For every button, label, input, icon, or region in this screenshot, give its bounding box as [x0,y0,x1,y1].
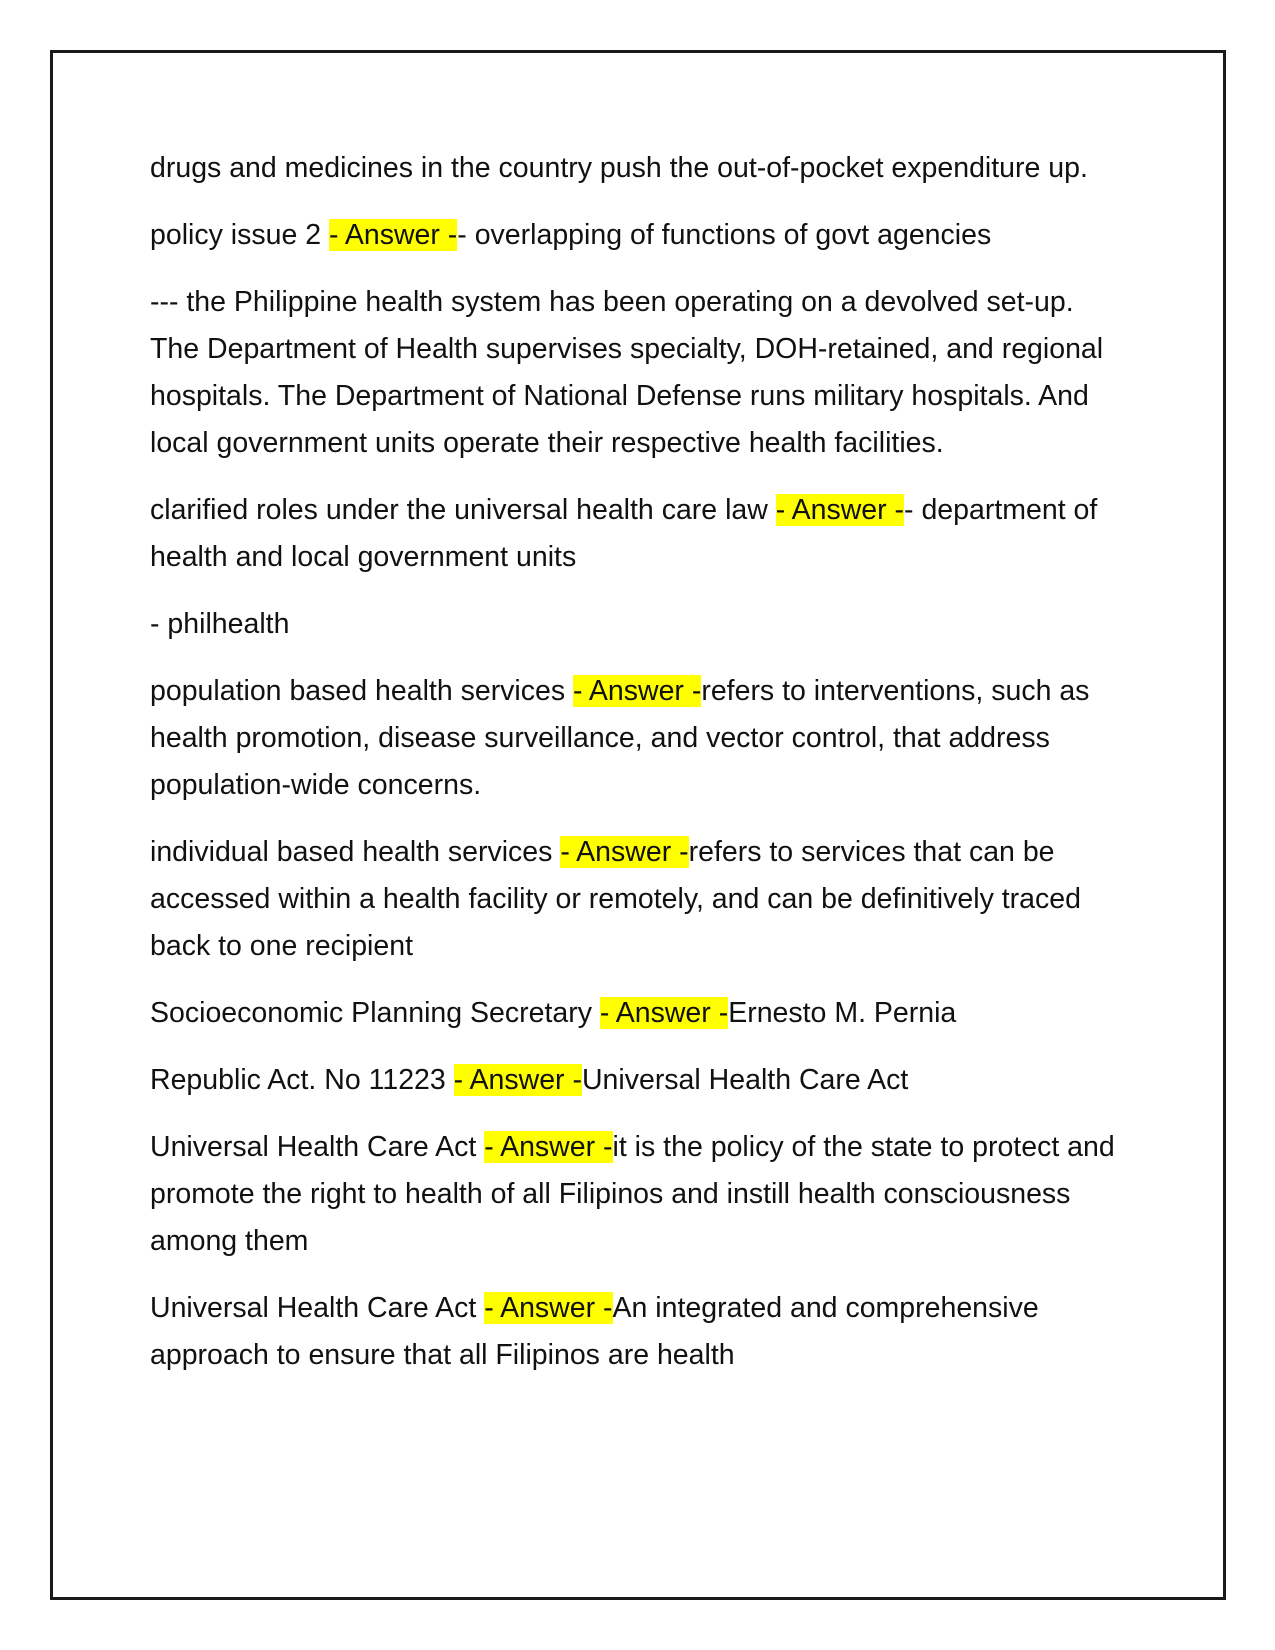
paragraph-republic-act [150,1057,1130,1104]
paragraph-population-based [150,668,1130,809]
definition-text: Universal Health Care Act [581,1064,909,1096]
paragraph-socioeconomic-secretary [150,990,1130,1037]
answer-highlight: - Answer - [329,219,458,251]
term-text: Republic Act. No 11223 [150,1064,454,1096]
answer-highlight: - Answer - [775,494,905,526]
term-text: Universal Health Care Act [150,1292,485,1324]
definition-text: it is the policy of the state to protect and promote the right to health of all Filipinos and instill health consciousness among them [150,1131,1115,1257]
document-body [150,145,1130,1399]
paragraph-text: drugs and medicines in the country push the out-of-pocket expenditure up. [150,152,1088,184]
paragraph-uhc-policy [150,1124,1130,1265]
answer-highlight: - Answer - [484,1131,613,1163]
paragraph-philhealth [150,601,1130,648]
paragraph-drugs-medicines [150,145,1130,192]
term-text: Universal Health Care Act [150,1131,485,1163]
term-text: population based health services [150,675,574,707]
definition-text: An integrated and comprehensive approach to ensure that all Filipinos are health [150,1292,1039,1371]
term-text: individual based health services [150,836,561,868]
paragraph-policy-issue-2 [150,212,1130,259]
answer-highlight: - Answer - [599,997,729,1029]
term-text: Socioeconomic Planning Secretary [150,997,600,1029]
answer-highlight: - Answer - [453,1064,582,1096]
paragraph-uhc-approach [150,1285,1130,1379]
paragraph-text: - philhealth [150,608,290,640]
paragraph-text: --- the Philippine health system has been operating on a devolved set-up. The Department of Health supervises specialty, DOH-retained, and regional hospitals. The Department of National Defense runs military hospitals. And local government units operate their respective health facilities. [150,286,1104,459]
paragraph-clarified-roles [150,487,1130,581]
answer-highlight: - Answer - [573,675,702,707]
term-text: policy issue 2 [150,219,330,251]
definition-text: - department of health and local government units [150,494,1098,573]
definition-text: refers to interventions, such as health promotion, disease surveillance, and vector control, that address population-wide concerns. [150,675,1090,801]
term-text: clarified roles under the universal health care law [150,494,776,526]
definition-text: Ernesto M. Pernia [728,997,957,1029]
paragraph-individual-based [150,829,1130,970]
answer-highlight: - Answer - [560,836,689,868]
paragraph-devolved-setup [150,279,1130,467]
definition-text: refers to services that can be accessed within a health facility or remotely, and can be definitively traced back to one recipient [150,836,1081,962]
answer-highlight: - Answer - [484,1292,613,1324]
definition-text: - overlapping of functions of govt agencies [457,219,992,251]
